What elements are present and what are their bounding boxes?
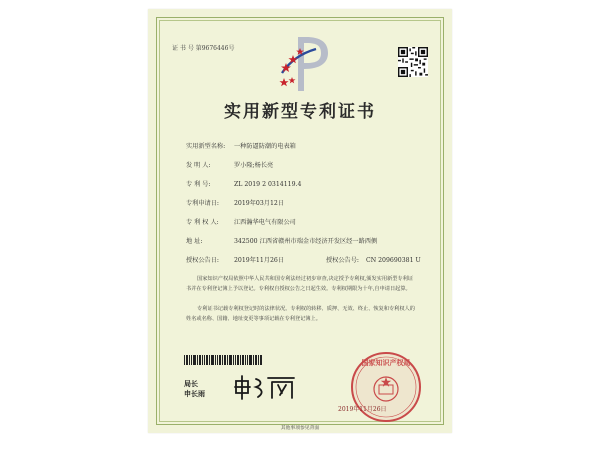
field-value: 2019年11月26日: [234, 257, 285, 264]
field-value: 342500 江西省赣州市瑞金市经济开发区经一路西侧: [234, 238, 378, 245]
certificate-title: 实用新型专利证书: [224, 102, 376, 122]
director-title: 局长: [184, 379, 198, 388]
signature-image: [232, 373, 298, 401]
field-value: 罗小隆;杨长亮: [234, 162, 274, 169]
field-label: 专 利 号:: [186, 181, 211, 188]
field-value: ZL 2019 2 0314119.4: [234, 181, 302, 188]
grant-statement: 国家知识产权局依照中华人民共和国专利法经过初步审查,决定授予专利权,颁发实用新型专利证书并在专利登记簿上予以登记。专利权自授权公告之日起生效。专利权期限为十年,自申请日起算。: [186, 276, 413, 292]
qr-code-icon: [398, 47, 428, 77]
certificate-number: 证 书 号 第9676446号: [172, 45, 235, 52]
field-label: 专利申请日:: [186, 200, 220, 207]
field-label: 授权公告日:: [186, 257, 220, 264]
field-patent-number: [186, 179, 301, 188]
field-value: 一种防逼防潮的电表箱: [234, 143, 296, 150]
field-patentee: [186, 217, 296, 226]
official-seal-image: [348, 349, 424, 425]
director-name: 申长雨: [184, 389, 205, 398]
field-label: 地 址:: [186, 238, 203, 245]
field-label: 发 明 人:: [186, 162, 211, 169]
barcode-icon: [184, 355, 262, 365]
field-address: [186, 236, 377, 245]
seal-date: 2019年11月26日: [338, 406, 387, 413]
field-label: 实用新型名称:: [186, 143, 226, 150]
field-grant-date: [186, 255, 421, 264]
footer-note: 其他事项参见背面: [280, 426, 320, 431]
field-value: 江西瀚华电气有限公司: [234, 219, 296, 226]
field-value: 2019年03月12日: [234, 200, 285, 207]
seal-text: 国家知识产权局: [361, 359, 411, 367]
legal-status-note: 专利证书记载专利权登记时的法律状况。专利权的转移、质押、无效、终止、恢复和专利权人的姓名或名称、国籍、地址变更等事项记载在专利登记簿上。: [186, 306, 415, 322]
field-extra-label: 授权公告号:: [326, 257, 360, 264]
field-application-date: [186, 198, 284, 207]
field-inventors: [186, 160, 273, 169]
field-extra-value: CN 209690381 U: [366, 257, 421, 264]
field-utility-model-name: [186, 141, 296, 150]
patent-certificate: [148, 9, 452, 433]
cnipa-logo-icon: [276, 33, 334, 95]
field-label: 专 利 权 人:: [186, 219, 219, 226]
